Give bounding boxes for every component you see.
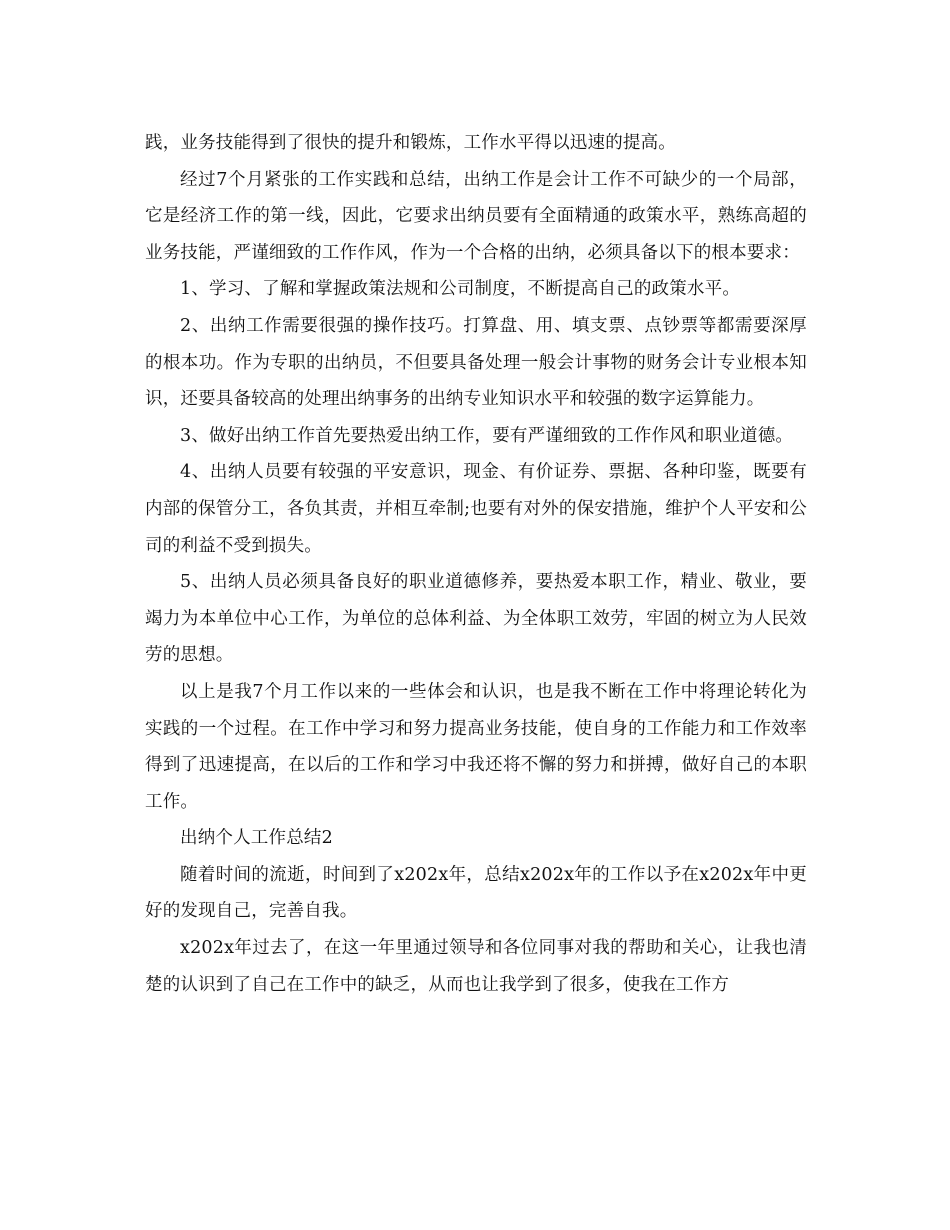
document-body <box>145 125 807 1003</box>
paragraph-continuation: 践，业务技能得到了很快的提升和锻炼，工作水平得以迅速的提高。 <box>145 133 676 153</box>
list-item: 3、做好出纳工作首先要热爱出纳工作，要有严谨细致的工作作风和职业道德。 <box>180 425 794 446</box>
list-item: 1、学习、了解和掌握政策法规和公司制度，不断提高自己的政策水平。 <box>180 279 741 300</box>
list-item: 5、出纳人员必须具备良好的职业道德修养，要热爱本职工作，精业、敬业，要竭力为本单位中心工作，为单位的总体利益、为全体职工效劳，牢固的树立为人民效劳的思想。 <box>145 572 807 666</box>
paragraph: x202x年过去了，在这一年里通过领导和各位同事对我的帮助和关心，让我也清楚的认识到了自己在工作中的缺乏，从而也让我学到了很多，使我在工作方 <box>145 938 807 995</box>
section-heading: 出纳个人工作总结2 <box>180 828 333 849</box>
paragraph: 随着时间的流逝，时间到了x202x年，总结x202x年的工作以予在x202x年中更好的发现自己，完善自我。 <box>145 864 807 922</box>
list-item: 2、出纳工作需要很强的操作技巧。打算盘、用、填支票、点钞票等都需要深厚的根本功。作为专职的出纳员，不但要具备处理一般会计事物的财务会计专业根本知识，还要具备较高的处理出纳事务的出纳专业知识水平和较强的数字运算能力。 <box>145 315 807 410</box>
paragraph: 经过7个月紧张的工作实践和总结，出纳工作是会计工作不可缺少的一个局部，它是经济工作的第一线，因此，它要求出纳员要有全面精通的政策水平，熟练高超的业务技能，严谨细致的工作作风，作为一个合格的出纳，必须具备以下的根本要求： <box>145 169 807 263</box>
list-item: 4、出纳人员要有较强的平安意识，现金、有价证券、票据、各种印鉴，既要有内部的保管分工，各负其责，并相互牵制;也要有对外的保安措施，维护个人平安和公司的利益不受到损失。 <box>145 462 807 556</box>
paragraph: 以上是我7个月工作以来的一些体会和认识，也是我不断在工作中将理论转化为实践的一个过程。在工作中学习和努力提高业务技能，使自身的工作能力和工作效率得到了迅速提高，在以后的工作和学习中我还将不懈的努力和拼搏，做好自己的本职工作。 <box>145 681 807 812</box>
